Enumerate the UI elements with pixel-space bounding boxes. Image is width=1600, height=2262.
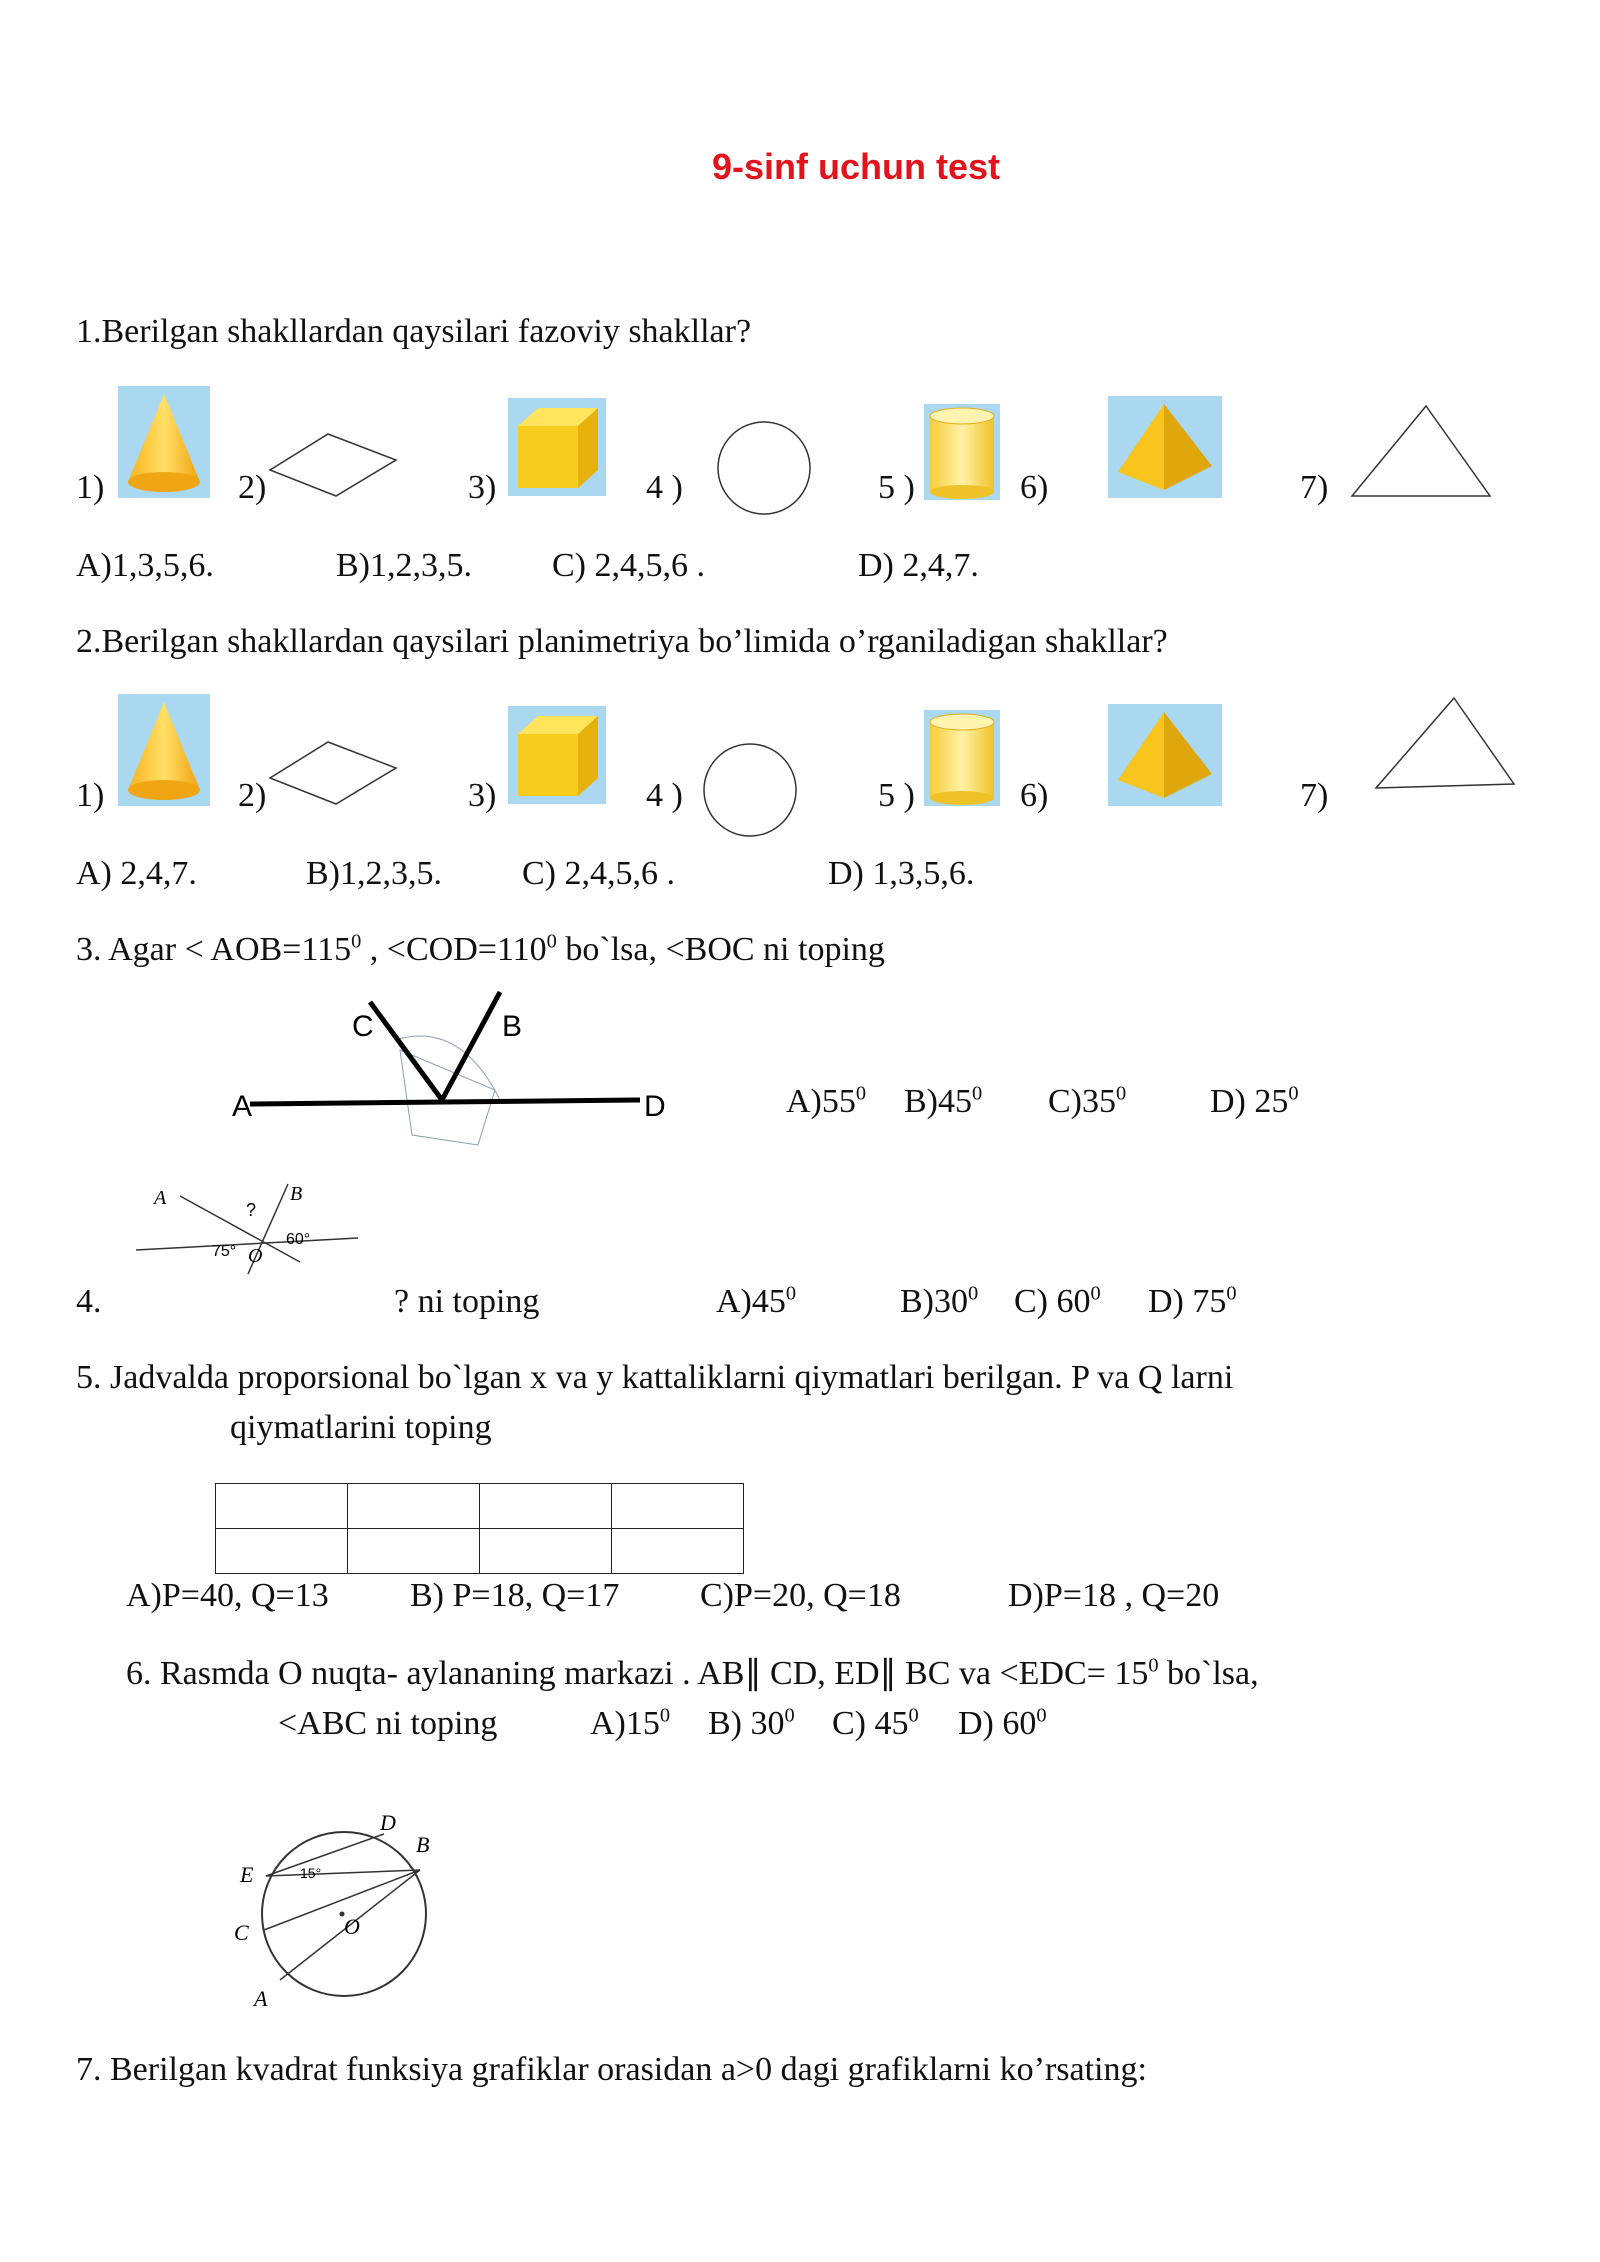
label-d: D [380,1810,396,1835]
question-3: 3. Agar < $AOB=115^0$ , $<COD=110^0$ bo`lsa, <BOC ni toping [76,930,885,968]
answer-c[interactable]: C) $60^0$ [1014,1282,1101,1320]
label-b: B [502,1010,523,1043]
triangle-icon [1374,694,1516,792]
answer-d[interactable]: D) 2,4,7. [858,547,979,584]
figure-label: 3) [468,469,497,506]
answer-d[interactable]: D) $60^0$ [958,1704,1047,1742]
cylinder-icon [924,710,1000,806]
figure-label: 1) [76,777,105,814]
label-75: 75° [212,1243,237,1260]
answer-a[interactable]: A)P=40, Q=13 [126,1577,329,1614]
label-b: B [290,1183,303,1205]
pyramid-icon [1108,704,1222,806]
cone-icon [118,694,210,806]
label-o: O [344,1914,360,1939]
circle-icon [714,418,814,518]
answer-a[interactable]: A) 2,4,7. [76,855,197,892]
figure-label: 4 ) [646,777,683,814]
label-c: C [352,1010,374,1043]
answer-a[interactable]: $A)15^0$ [590,1704,671,1742]
figure-label: 2) [238,469,267,506]
answer-d[interactable]: D) $25^0$ [1210,1082,1299,1120]
answer-d[interactable]: D) 1,3,5,6. [828,855,975,892]
answer-c[interactable]: C)P=20, Q=18 [700,1577,901,1614]
circle-figure-q6 [232,1810,442,2010]
label-15: 15° [300,1865,322,1881]
figure-label: 5 ) [878,469,915,506]
label-a: A [154,1187,167,1209]
label-d: D [644,1090,666,1123]
label-a: A [232,1090,253,1123]
figure-label: 3) [468,777,497,814]
answer-b[interactable]: B)1,2,3,5. [336,547,472,584]
question-5: 5. Jadvalda proporsional bo`lgan x va y kattaliklarni qiymatlari berilgan. P va Q larni [76,1359,1234,1396]
answer-a[interactable]: $A)45^0$ [716,1282,797,1320]
answer-b[interactable]: B)1,2,3,5. [306,855,442,892]
answer-b[interactable]: $B)45^0$ [904,1082,983,1120]
values-table [215,1483,744,1574]
angle-figure-q4 [130,1170,370,1280]
page-title: 9-sinf uchun test [712,146,1001,187]
answer-d[interactable]: D)P=18 , Q=20 [1008,1577,1220,1614]
rhombus-icon [268,430,400,500]
pyramid-icon [1108,396,1222,498]
answer-c[interactable]: C) 2,4,5,6 . [552,547,705,584]
triangle-icon [1350,402,1492,500]
question-2: 2.Berilgan shakllardan qaysilari planimetriya bo’limida o’rganiladigan shakllar? [76,623,1168,660]
answer-a[interactable]: A)1,3,5,6. [76,547,214,584]
rhombus-icon [268,738,400,808]
label-b: B [416,1832,430,1857]
question-1: 1.Berilgan shakllardan qaysilari fazoviy shakllar? [76,313,752,350]
figure-label: 7) [1300,469,1329,506]
question-4: ? ni toping [394,1283,540,1320]
answer-d[interactable]: D) $75^0$ [1148,1282,1237,1320]
label-c: C [234,1920,249,1945]
cone-icon [118,386,210,498]
figure-label: 6) [1020,469,1049,506]
question-4-number: 4. [76,1283,102,1320]
answer-b[interactable]: B) $30^0$ [708,1704,795,1742]
question-6: 6. Rasmda O nuqta- aylananing markazi . AB∥ CD, ED∥ BC va $<EDC= 15^0$ bo`lsa, [126,1654,1259,1692]
label-question: ? [246,1200,257,1220]
label-a: A [254,1986,268,2010]
label-e: E [240,1862,254,1887]
cube-icon [508,706,606,804]
figure-label: 2) [238,777,267,814]
answer-b[interactable]: B) P=18, Q=17 [410,1577,620,1614]
question-5-cont: qiymatlarini toping [230,1409,492,1446]
figure-label: 4 ) [646,469,683,506]
cylinder-icon [924,404,1000,500]
figure-label: 7) [1300,777,1329,814]
table-row [216,1484,744,1529]
cube-icon [508,398,606,496]
label-o: O [248,1245,263,1267]
figure-label: 6) [1020,777,1049,814]
answer-c[interactable]: C) 2,4,5,6 . [522,855,675,892]
circle-icon [700,740,800,840]
figure-label: 1) [76,469,105,506]
angle-figure-q3 [230,990,680,1150]
table-row [216,1529,744,1574]
question-7: 7. Berilgan kvadrat funksiya grafiklar orasidan a>0 dagi grafiklarni ko’rsating: [76,2051,1147,2088]
figure-label: 5 ) [878,777,915,814]
answer-c[interactable]: $C)35^0$ [1048,1082,1127,1120]
answer-c[interactable]: C) $45^0$ [832,1704,919,1742]
answer-a[interactable]: $A)55^0$ [786,1082,867,1120]
question-6-cont: <ABC ni toping [278,1705,498,1742]
answer-b[interactable]: $B)30^0$ [900,1282,979,1320]
label-60: 60° [286,1231,311,1248]
